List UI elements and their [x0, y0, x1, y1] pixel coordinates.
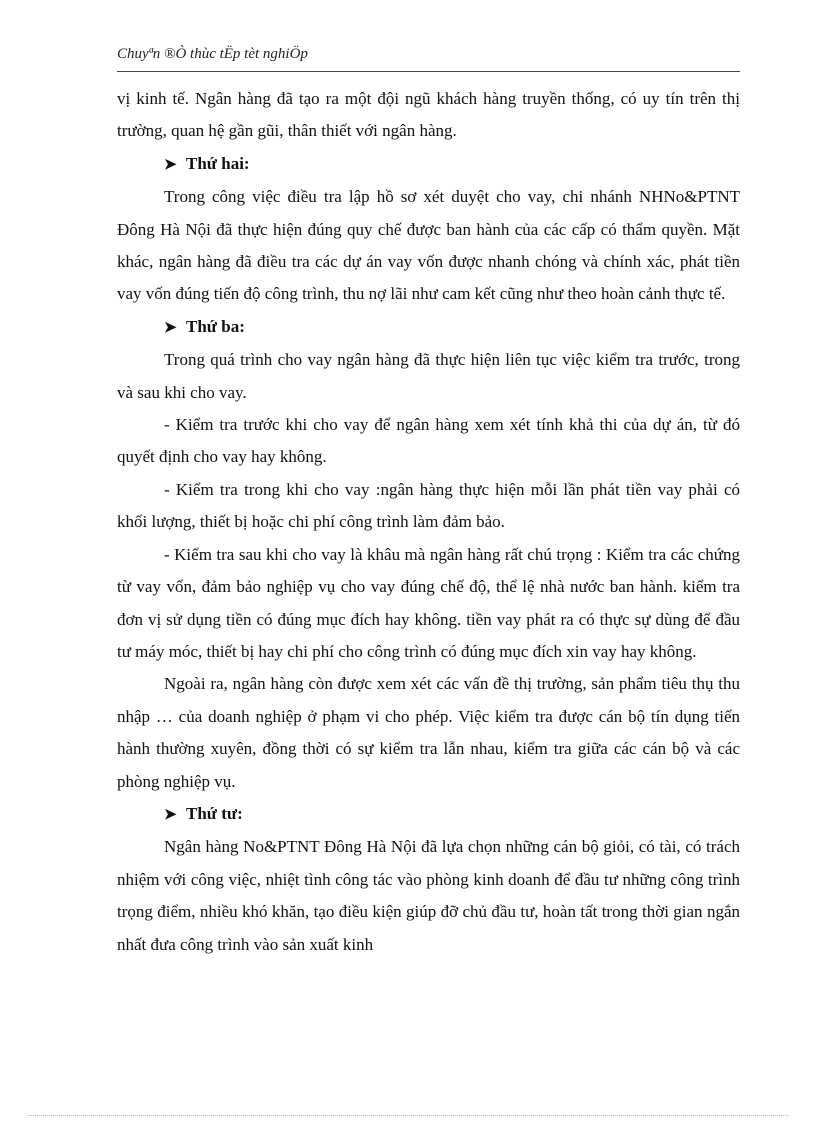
section-heading-label: Thứ tư: — [186, 803, 243, 823]
section-heading-label: Thứ hai: — [186, 153, 250, 173]
document-body — [117, 83, 740, 961]
section-heading-thu-ba — [117, 311, 740, 344]
section-heading-thu-tu — [117, 798, 740, 831]
list-item: - Kiểm tra sau khi cho vay là khâu mà ngân hàng rất chú trọng : Kiểm tra các chứng từ vay vốn, đảm bảo nghiệp vụ cho vay đúng chế độ, thể lệ nhà nước ban hành. kiểm tra đơn vị sử dụng tiền có đúng mục đích hay không. tiền vay phát ra có thực sự dùng để đầu tư máy móc, thiết bị hay chi phí cho công trình có đúng mục đích xin vay hay không. — [117, 544, 740, 661]
arrow-bullet-icon: ➤ — [164, 319, 177, 336]
list-item: - Kiểm tra trước khi cho vay để ngân hàng xem xét tính khả thi của dự án, từ đó quyết định cho vay hay không. — [117, 415, 740, 467]
paragraph: vị kinh tế. Ngân hàng đã tạo ra một đội ngũ khách hàng truyền thống, có uy tín trên thị trường, quan hệ gần gũi, thân thiết với ngân hàng. — [117, 89, 740, 141]
page-header-title: Chuyªn ®Ò thùc tËp tèt nghiÖp — [117, 46, 308, 62]
page-bottom-border — [28, 1115, 788, 1116]
arrow-bullet-icon: ➤ — [164, 156, 177, 173]
paragraph: Trong quá trình cho vay ngân hàng đã thực hiện liên tục việc kiểm tra trước, trong và sau khi cho vay. — [117, 350, 740, 402]
paragraph: Ngân hàng No&PTNT Đông Hà Nội đã lựa chọn những cán bộ giỏi, có tài, có trách nhiệm với công việc, nhiệt tình công tác vào phòng kinh doanh để đầu tư những công trình trọng điểm, nhiều khó khăn, tạo điều kiện giúp đỡ chủ đầu tư, hoàn tất trong thời gian ngắn nhất đưa công trình vào sản xuất kinh — [117, 837, 740, 954]
section-heading-label: Thứ ba: — [186, 316, 245, 336]
paragraph: Trong công việc điều tra lập hồ sơ xét duyệt cho vay, chi nhánh NHNo&PTNT Đông Hà Nội đã thực hiện đúng quy chế được ban hành của các cấp có thẩm quyền. Mặt khác, ngân hàng đã điều tra các dự án vay vốn được nhanh chóng và chính xác, phát tiền vay vốn đúng tiến độ công trình, thu nợ lãi như cam kết cũng như theo hoàn cảnh thực tế. — [117, 187, 740, 304]
paragraph: Ngoài ra, ngân hàng còn được xem xét các vấn đề thị trường, sản phẩm tiêu thụ thu nhập … của doanh nghiệp ở phạm vi cho phép. Việc kiểm tra được cán bộ tín dụng tiến hành thường xuyên, đồng thời có sự kiểm tra lẫn nhau, kiểm tra giữa các cán bộ và các phòng nghiệp vụ. — [117, 674, 740, 791]
list-item: - Kiểm tra trong khi cho vay :ngân hàng thực hiện mỗi lần phát tiền vay phải có khối lượng, thiết bị hoặc chi phí công trình làm đảm bảo. — [117, 479, 740, 532]
header-divider — [117, 71, 740, 72]
arrow-bullet-icon: ➤ — [164, 806, 177, 823]
section-heading-thu-hai — [117, 148, 740, 181]
